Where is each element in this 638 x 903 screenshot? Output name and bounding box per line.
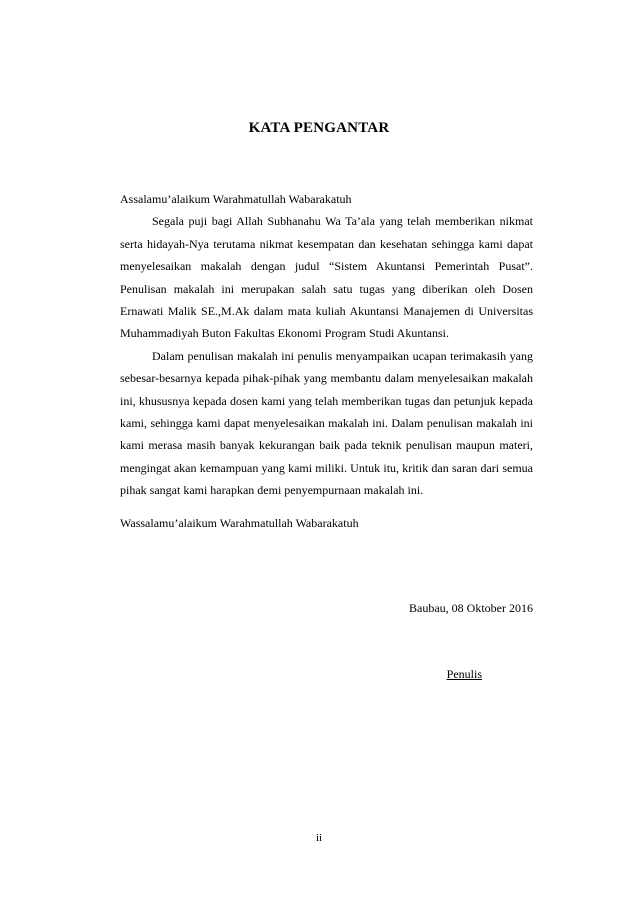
opening-greeting: Assalamu’alaikum Warahmatullah Wabarakatuh [120, 192, 352, 206]
page-number: ii [315, 832, 323, 844]
signer-name: Penulis [446, 667, 482, 681]
paragraph-2: Dalam penulisan makalah ini penulis menyampaikan ucapan terimakasih yang sebesar-besarnya kepada pihak-pihak yang membantu dalam menyelesaikan makalah ini, khususnya kepada dosen kami yang telah memberikan tugas dan petunjuk kepada kami, sehingga kami dapat menyelesaikan makalah ini. Dalam penulisan makalah ini kami merasa masih banyak kekurangan baik pada teknik penulisan maupun materi, mengingat akan kemampuan yang kami miliki. Untuk itu, kritik dan saran dari semua pihak sangat kami harapkan demi penyempurnaan makalah ini. [120, 348, 533, 498]
document-body [120, 188, 533, 534]
page-title: KATA PENGANTAR [248, 120, 390, 136]
closing-greeting: Wassalamu’alaikum Warahmatullah Wabarakatuh [120, 515, 359, 530]
place-date: Baubau, 08 Oktober 2016 [409, 601, 533, 615]
paragraph-1: Segala puji bagi Allah Subhanahu Wa Ta’ala yang telah memberikan nikmat serta hidayah-Nya terutama nikmat kesempatan dan kesehatan sehingga kami dapat menyelesaikan makalah dengan judul “Sistem Akuntansi Pemerintah Pusat”. Penulisan makalah ini merupakan salah satu tugas yang diberikan oleh Dosen Ernawati Malik SE.,M.Ak dalam mata kuliah Akuntansi Manajemen di Universitas Muhammadiyah Buton Fakultas Ekonomi Program Studi Akuntansi. [120, 214, 533, 341]
